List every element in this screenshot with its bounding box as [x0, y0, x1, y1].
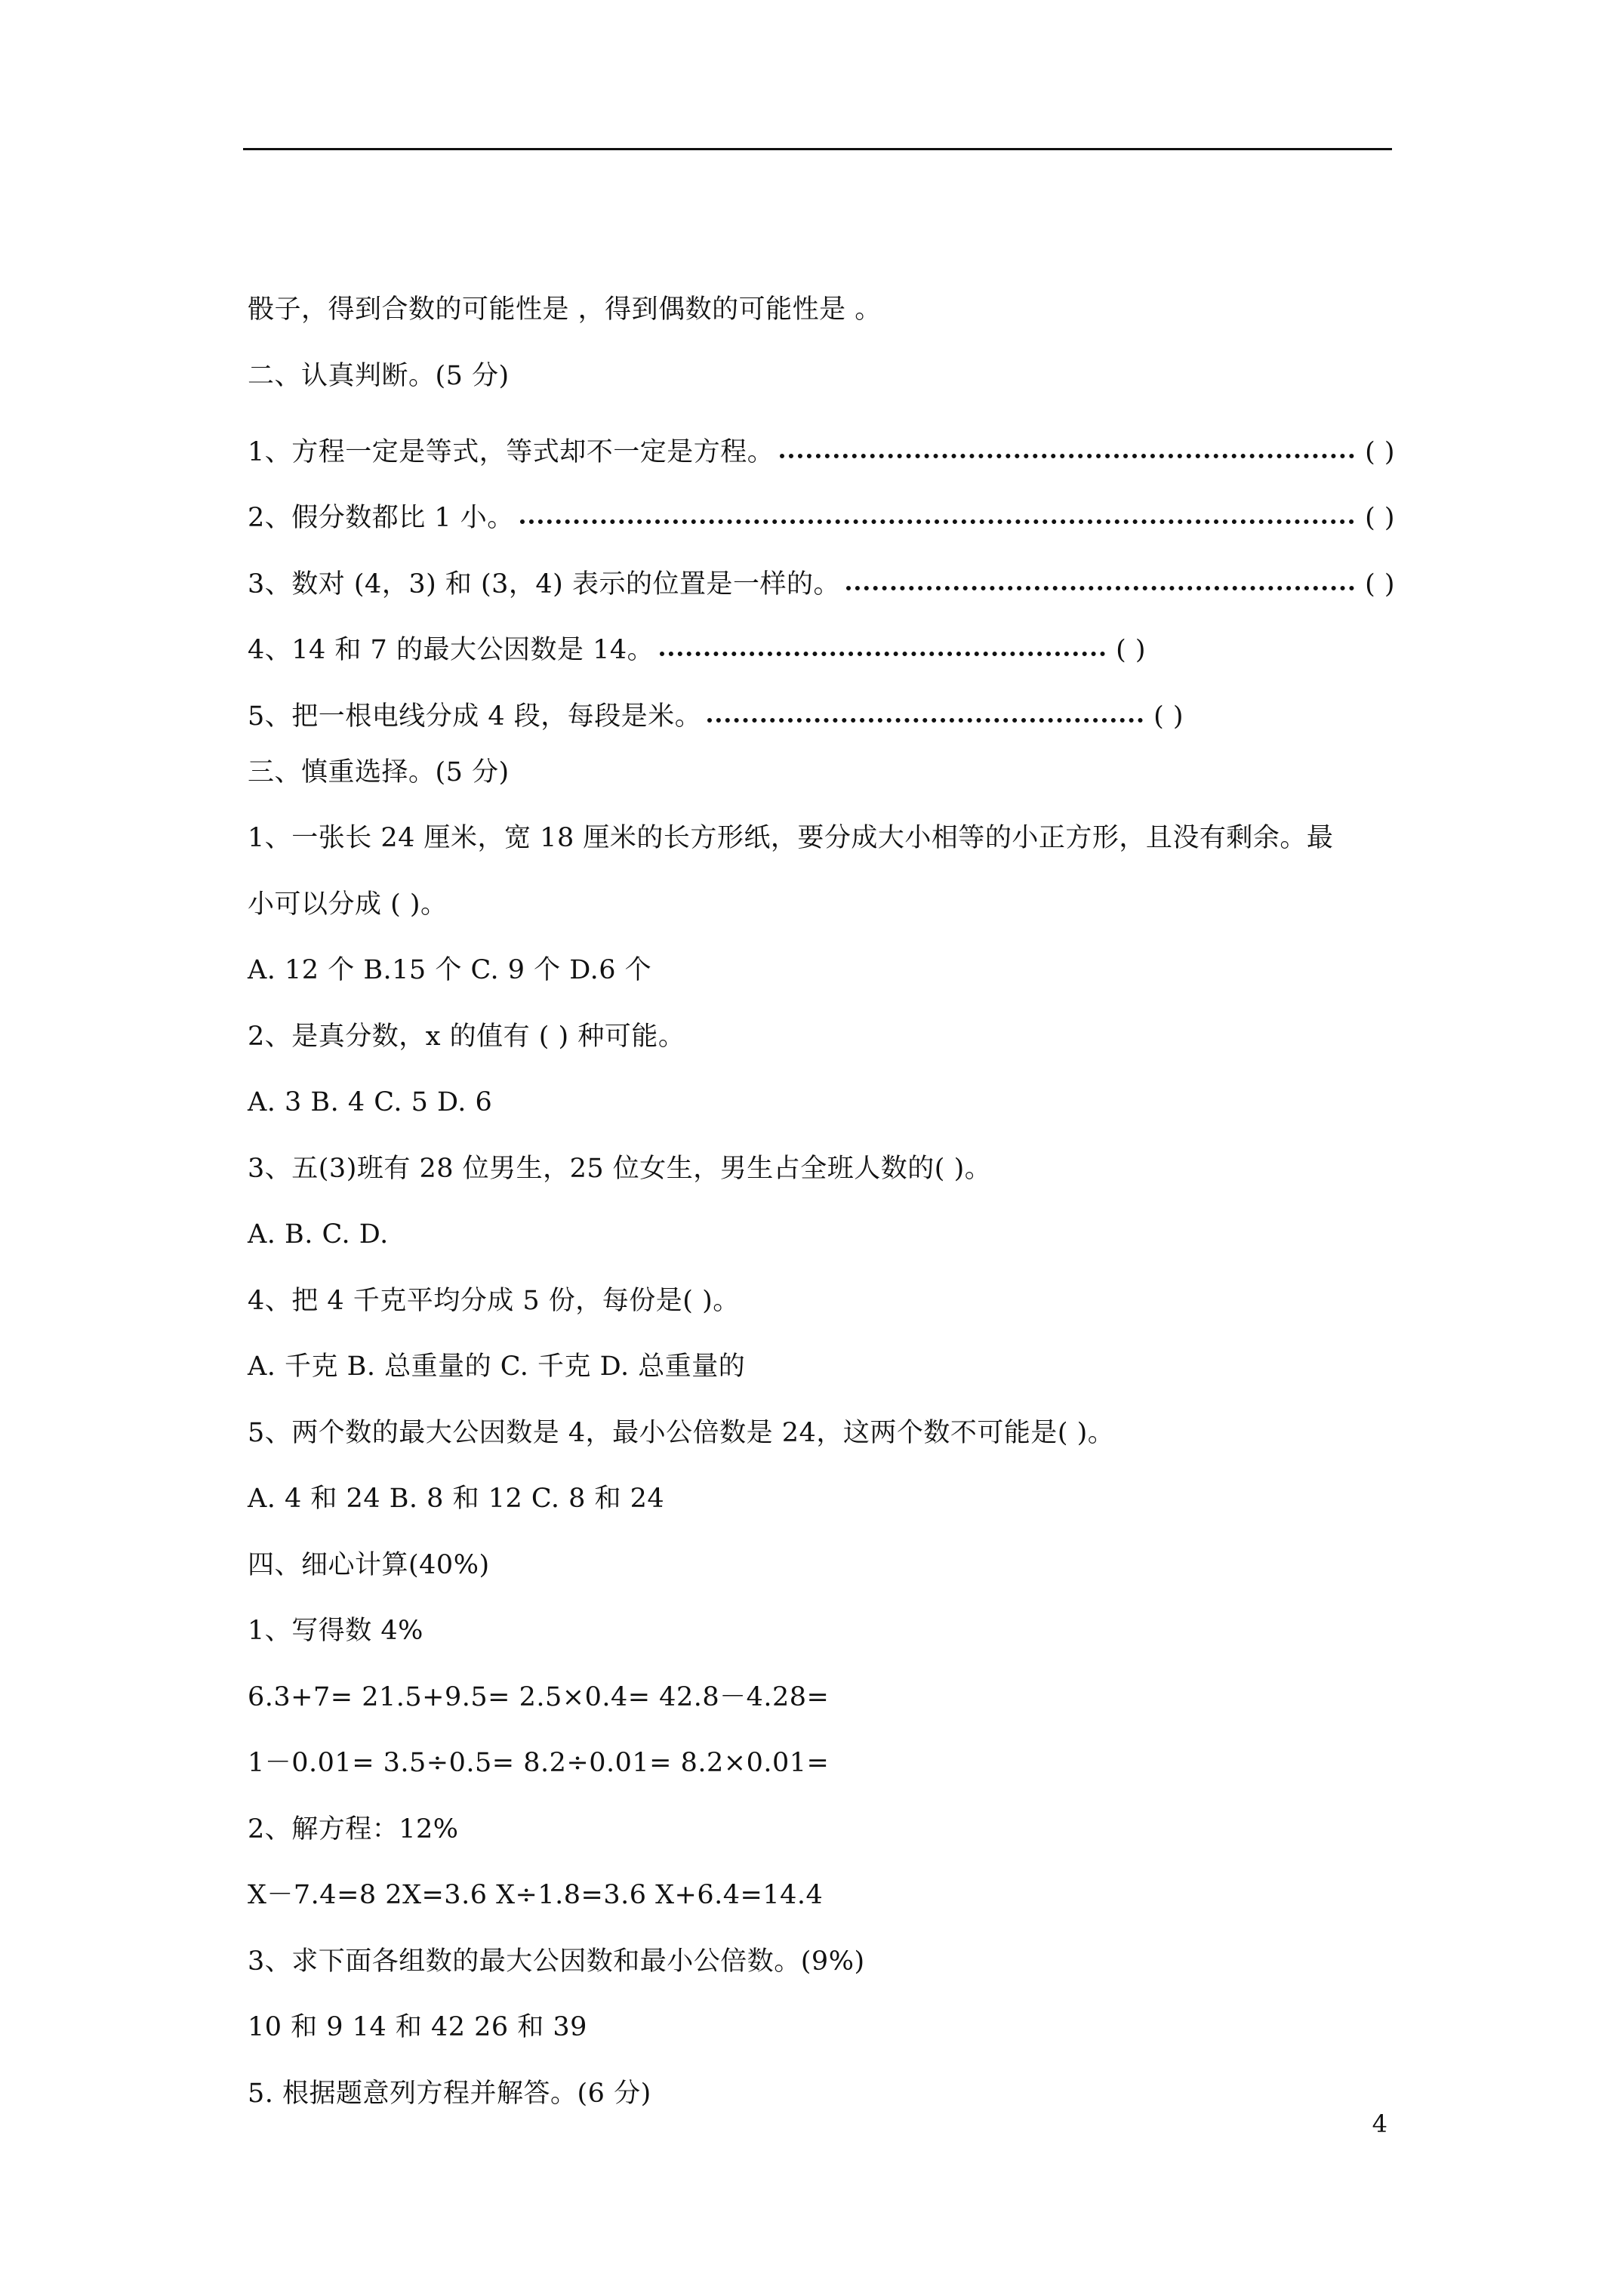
judge-item-4: [248, 618, 1146, 684]
answer-parentheses: ( ): [1365, 569, 1395, 599]
choice-options-1: A. 12 个 B.15 个 C. 9 个 D.6 个: [248, 955, 652, 985]
judge-item-text: 2、假分数都比 1 小。: [248, 503, 514, 534]
judge-item-3: [248, 551, 1395, 618]
text-line-fill-blank: 骰子，得到合数的可能性是 ，得到偶数的可能性是 。: [248, 294, 882, 325]
judge-item-text: 1、方程一定是等式，等式却不一定是方程。: [248, 436, 775, 467]
judge-item-2: [248, 485, 1395, 552]
section-heading-calc: 四、细心计算(40%): [248, 1549, 490, 1580]
answer-parentheses: ( ): [1365, 436, 1395, 467]
dotted-leader: [780, 454, 1354, 458]
calc-subheading-2: 2、解方程：12%: [248, 1814, 459, 1845]
header-rule: [243, 148, 1392, 150]
answer-parentheses: ( ): [1153, 701, 1184, 732]
choice-options-5: A. 4 和 24 B. 8 和 12 C. 8 和 24: [248, 1484, 665, 1514]
section-heading-judge: 二、认真判断。(5 分): [248, 360, 510, 391]
choice-options-2: A. 3 B. 4 C. 5 D. 6: [248, 1087, 493, 1117]
answer-parentheses: ( ): [1116, 635, 1146, 666]
calc-subheading-5: 5. 根据题意列方程并解答。(6 分): [248, 2078, 651, 2109]
dotted-leader: [520, 519, 1354, 524]
calc-subheading-1: 1、写得数 4%: [248, 1616, 423, 1646]
calc-row-1: 6.3+7= 21.5+9.5= 2.5×0.4= 42.8－4.28=: [248, 1681, 830, 1712]
choice-options-4: A. 千克 B. 总重量的 C. 千克 D. 总重量的: [248, 1351, 746, 1382]
choice-question-3: 3、五(3)班有 28 位男生，25 位女生，男生占全班人数的( )。: [248, 1153, 992, 1184]
dotted-leader: [846, 586, 1354, 590]
dotted-leader: [660, 652, 1105, 656]
section-heading-choice: 三、慎重选择。(5 分): [248, 757, 510, 787]
judge-item-text: 3、数对 (4，3) 和 (3，4) 表示的位置是一样的。: [248, 569, 840, 599]
choice-question-4: 4、把 4 千克平均分成 5 份，每份是( )。: [248, 1285, 740, 1316]
judge-item-text: 4、14 和 7 的最大公因数是 14。: [248, 635, 654, 666]
choice-question-1: 1、一张长 24 厘米，宽 18 厘米的长方形纸，要分成大小相等的小正方形，且没有剩余。最: [248, 823, 1334, 853]
gcd-lcm-row: 10 和 9 14 和 42 26 和 39: [248, 2012, 587, 2042]
choice-question-5: 5、两个数的最大公因数是 4，最小公倍数是 24，这两个数不可能是( )。: [248, 1417, 1115, 1448]
page-number: 4: [1372, 2110, 1387, 2138]
document-body: [248, 287, 1395, 2137]
calc-row-2: 1－0.01= 3.5÷0.5= 8.2÷0.01= 8.2×0.01=: [248, 1748, 830, 1778]
calc-subheading-3: 3、求下面各组数的最大公因数和最小公倍数。(9%): [248, 1946, 865, 1977]
judge-item-5: [248, 683, 1184, 750]
answer-parentheses: ( ): [1365, 503, 1395, 534]
choice-question-1-cont: 小可以分成 ( )。: [248, 889, 448, 920]
choice-options-3: A. B. C. D.: [248, 1219, 389, 1250]
dotted-leader: [707, 718, 1143, 723]
judge-item-1: [248, 419, 1395, 485]
judge-item-text: 5、把一根电线分成 4 段，每段是米。: [248, 701, 702, 732]
choice-question-2: 2、是真分数，x 的值有 ( ) 种可能。: [248, 1021, 685, 1052]
equation-row: X－7.4=8 2X=3.6 X÷1.8=3.6 X+6.4=14.4: [248, 1880, 824, 1910]
